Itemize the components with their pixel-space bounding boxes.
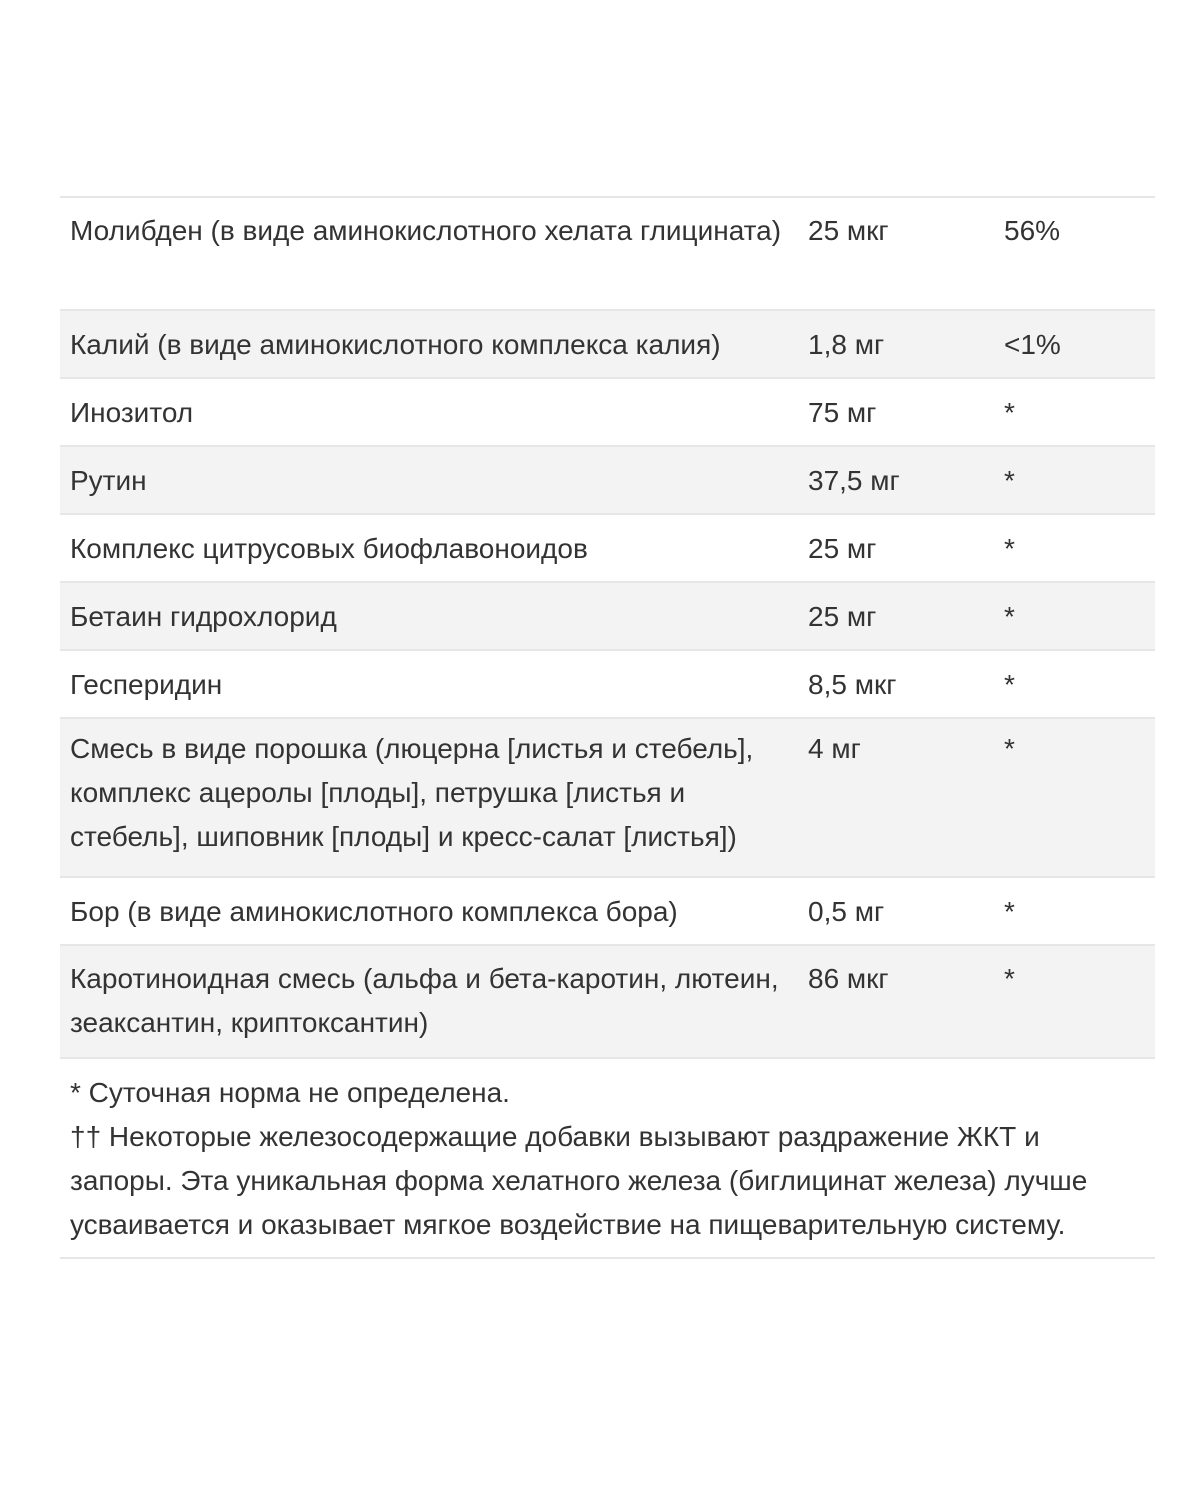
ingredient-name: Инозитол	[70, 397, 194, 428]
ingredient-amount: 25 мг	[808, 601, 877, 632]
table-row	[60, 876, 1155, 944]
table-row	[60, 445, 1155, 513]
ingredient-name: Бетаин гидрохлорид	[70, 601, 337, 632]
daily-value: *	[1004, 397, 1015, 428]
ingredient-amount: 37,5 мг	[808, 465, 900, 496]
table-row	[60, 196, 1155, 309]
table-row	[60, 513, 1155, 581]
table-row	[60, 309, 1155, 377]
ingredient-amount: 75 мг	[808, 397, 877, 428]
daily-value: *	[1004, 533, 1015, 564]
daily-value: *	[1004, 733, 1015, 764]
daily-value: *	[1004, 669, 1015, 700]
daily-value: *	[1004, 896, 1015, 927]
ingredient-name: Смесь в виде порошка (люцерна [листья и стебель], комплекс ацеролы [плоды], петрушка [листья и стебель], шиповник [плоды] и кресс-салат [листья])	[70, 733, 754, 852]
table-row	[60, 649, 1155, 717]
ingredient-name: Каротиноидная смесь (альфа и бета-каротин, лютеин, зеаксантин, криптоксантин)	[70, 963, 779, 1038]
daily-value-footnote: * Суточная норма не определена.	[70, 1077, 510, 1108]
table-row	[60, 944, 1155, 1057]
ingredient-amount: 4 мг	[808, 733, 861, 764]
daily-value: *	[1004, 601, 1015, 632]
table-row	[60, 377, 1155, 445]
ingredient-amount: 0,5 мг	[808, 896, 885, 927]
ingredient-name: Гесперидин	[70, 669, 223, 700]
footnotes	[60, 1057, 1155, 1259]
table-row	[60, 581, 1155, 649]
ingredient-amount: 25 мг	[808, 533, 877, 564]
ingredient-amount: 1,8 мг	[808, 329, 885, 360]
daily-value: <1%	[1004, 329, 1061, 360]
table-row	[60, 717, 1155, 876]
ingredient-amount: 86 мкг	[808, 963, 889, 994]
ingredient-amount: 25 мкг	[808, 215, 889, 246]
ingredient-name: Бор (в виде аминокислотного комплекса бора)	[70, 896, 678, 927]
ingredient-name: Калий (в виде аминокислотного комплекса калия)	[70, 329, 721, 360]
supplement-facts-table	[60, 196, 1155, 1259]
ingredient-amount: 8,5 мкг	[808, 669, 897, 700]
ingredient-name: Молибден (в виде аминокислотного хелата глицината)	[70, 215, 782, 246]
ingredient-name: Комплекс цитрусовых биофлавоноидов	[70, 533, 588, 564]
daily-value: *	[1004, 465, 1015, 496]
iron-footnote: †† Некоторые железосодержащие добавки вызывают раздражение ЖКТ и запоры. Эта уникальная форма хелатного железа (биглицинат железа) лучше усваивается и оказывает мягкое воздействие на пищеварительную систему.	[70, 1121, 1088, 1240]
daily-value: 56%	[1004, 215, 1061, 246]
ingredient-name: Рутин	[70, 465, 147, 496]
daily-value: *	[1004, 963, 1015, 994]
